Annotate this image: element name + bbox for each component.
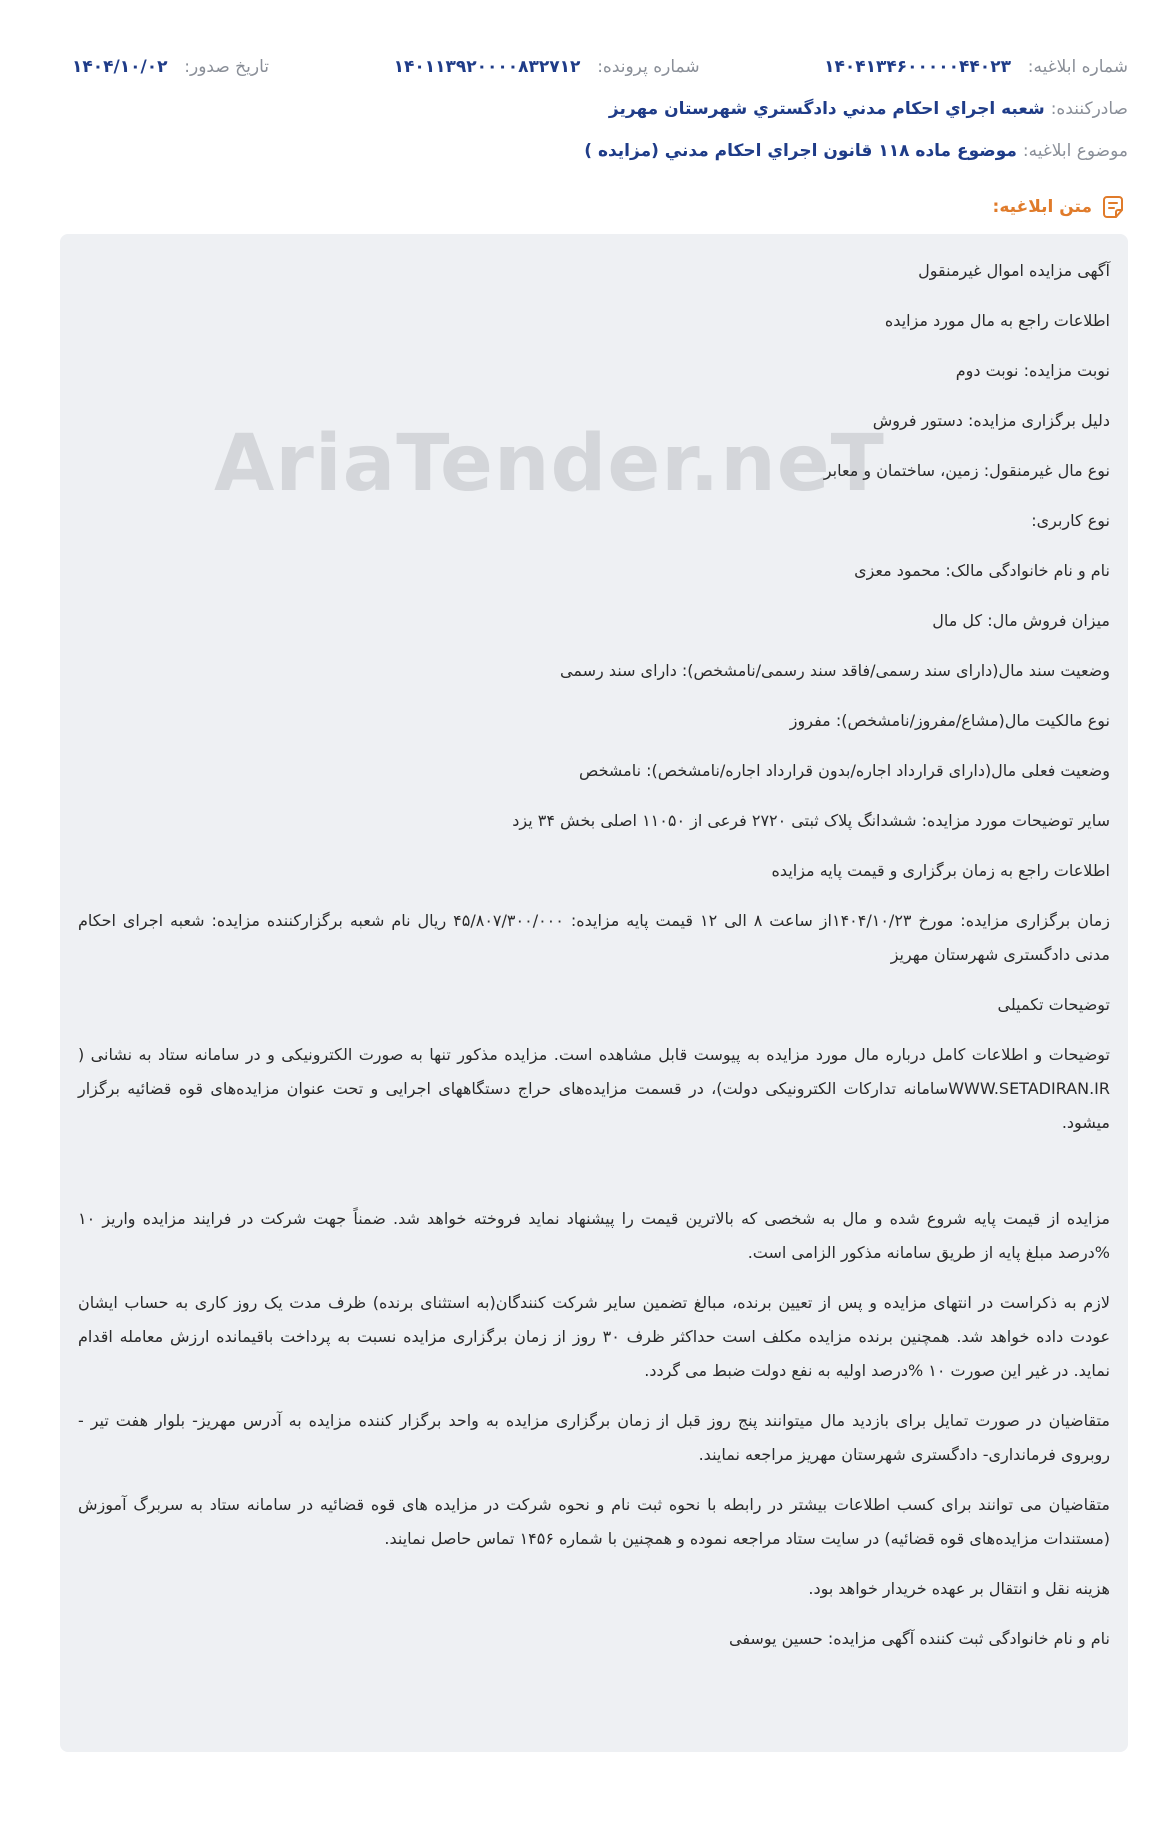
issue-date-value: ۱۴۰۴/۱۰/۰۲ [72, 57, 168, 77]
issuer-row [60, 94, 1128, 124]
notice-paragraph: وضعیت فعلی مال(دارای قرارداد اجاره/بدون قرارداد اجاره/نامشخص): نامشخص [578, 761, 1110, 780]
notice-content-box [60, 234, 1128, 1752]
case-number-field [394, 57, 700, 77]
notice-paragraph: آگهی مزایده اموال غیرمنقول [918, 261, 1110, 280]
notice-paragraph: توضیحات تکمیلی [997, 995, 1110, 1014]
notice-paragraph: متقاضیان می توانند برای کسب اطلاعات بیشتر در رابطه با نحوه ثبت نام و نحوه شرکت در مزایده های قوه قضائیه در سامانه ستاد به سربرگ آموزش (مستندات مزایده‌های قوه قضائیه) در سایت ستاد مراجعه نموده و همچنین با شماره ۱۴۵۶ تماس حاصل نمایند. [78, 1495, 1110, 1548]
notice-paragraph: نوبت مزایده: نوبت دوم [955, 361, 1110, 380]
subject-row [60, 136, 1128, 166]
notice-paragraph: وضعیت سند مال(دارای سند رسمی/فاقد سند رسمی/نامشخص): دارای سند رسمی [560, 661, 1110, 680]
notice-paragraph: دلیل برگزاری مزایده: دستور فروش [872, 411, 1110, 430]
notice-paragraph: نام و نام خانوادگی ثبت کننده آگهی مزایده: حسین یوسفی [729, 1629, 1110, 1648]
issue-date-field [72, 57, 269, 77]
notice-paragraph: سایر توضیحات مورد مزایده: ششدانگ پلاک ثبتی ۲۷۲۰ فرعی از ۱۱۰۵۰ اصلی بخش ۳۴ یزد [512, 811, 1110, 830]
issuer-value: شعبه اجراي احكام مدني دادگستري شهرستان مهريز [608, 99, 1045, 119]
case-number-value: ۱۴۰۱۱۳۹۲۰۰۰۰۸۳۲۷۱۲ [393, 57, 581, 77]
subject-label: موضوع ابلاغیه: [1022, 141, 1128, 161]
notice-paragraph: توضیحات و اطلاعات کامل درباره مال مورد مزایده به پیوست قابل مشاهده است. مزایده مذکور تنها به صورت الکترونیکی و در سامانه ستاد به نشانی ( WWW.SETADIRAN.IRسامانه تدارکات الکترونیکی دولت)، در قسمت مزایده‌های حراج دستگاههای اجرایی و تحت عنوان مزایده‌های قوه قضائیه برگزار میشود. [78, 1045, 1110, 1132]
notice-paragraph: مزایده از قیمت پایه شروع شده و مال به شخصی که بالاترین قیمت را پیشنهاد نماید فروخته خواهد شد. ضمناً جهت شرکت در فرایند مزایده واریز ۱۰ %درصد مبلغ پایه از طریق سامانه مذکور الزامی است. [78, 1209, 1110, 1262]
notice-paragraph: لازم به ذکراست در انتهای مزایده و پس از تعیین برنده، مبالغ تضمین سایر شرکت کنندگان(به استثنای برنده) ظرف مدت یک روز کاری به حساب ایشان عودت داده خواهد شد. همچنین برنده مزایده مکلف است حداکثر ظرف ۳۰ روز از زمان برگزاری مزایده نسبت به پرداخت باقیمانده ارزش معامله اقدام نماید. در غیر این صورت ۱۰ %درصد اولیه به نفع دولت ضبط می گردد. [78, 1293, 1111, 1380]
issuer-label: صادرکننده: [1050, 99, 1128, 119]
notice-paragraph: نوع کاربری: [1031, 511, 1110, 530]
document-text-icon [1100, 193, 1128, 221]
watermark-text: AriaTender.neT [214, 419, 885, 509]
header-meta-row [60, 52, 1128, 82]
issue-date-label: تاریخ صدور: [184, 57, 269, 77]
notice-paragraph: اطلاعات راجع به مال مورد مزایده [884, 311, 1110, 330]
case-number-label: شماره پرونده: [597, 57, 700, 77]
notice-number-label: شماره ابلاغیه: [1027, 57, 1128, 77]
notice-number-field [824, 57, 1128, 77]
notice-paragraph: نام و نام خانوادگی مالک: محمود معزی [854, 561, 1110, 580]
subject-value: موضوع ماده ۱۱۸ قانون اجراي احكام مدني (مزايده ) [584, 141, 1017, 161]
notice-paragraph: نوع مال غیرمنقول: زمین، ساختمان و معابر [823, 461, 1110, 480]
notice-paragraph: متقاضیان در صورت تمایل برای بازدید مال میتوانند پنج روز قبل از زمان برگزاری مزایده به واحد برگزار کننده مزایده به آدرس مهریز- بلوار هفت تیر - روبروی فرمانداری- دادگستری شهرستان مهریز مراجعه نمایند. [78, 1411, 1110, 1464]
notice-paragraph: اطلاعات راجع به زمان برگزاری و قیمت پایه مزایده [771, 861, 1110, 880]
notice-paragraph: هزینه نقل و انتقال بر عهده خریدار خواهد بود. [808, 1579, 1110, 1598]
notice-paragraph: زمان برگزاری مزایده: مورخ ۱۴۰۴/۱۰/۲۳از ساعت ۸ الی ۱۲ قیمت پایه مزایده: ۴۵/۸۰۷/۳۰۰/۰۰۰ ریال نام شعبه برگزارکننده مزایده: شعبه اجرای احکام مدنی دادگستری شهرستان مهریز [78, 911, 1111, 964]
notice-number-value: ۱۴۰۴۱۳۴۶۰۰۰۰۰۴۴۰۲۳ [824, 57, 1011, 77]
notice-paragraph: نوع مالکیت مال(مشاع/مفروز/نامشخص): مفروز [789, 711, 1110, 730]
notice-text-title: متن ابلاغیه: [992, 197, 1092, 217]
notice-paragraph: میزان فروش مال: کل مال [932, 611, 1110, 630]
notice-text-heading [60, 192, 1128, 222]
